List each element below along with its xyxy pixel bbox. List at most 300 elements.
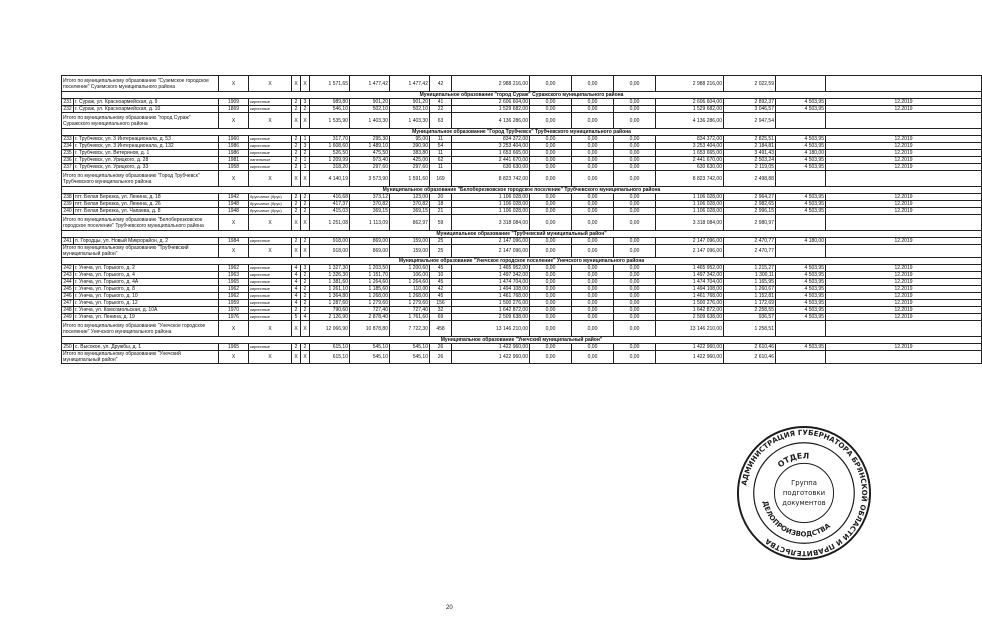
unit-cost: 1 258,51 <box>724 321 776 337</box>
table-row <box>62 136 982 143</box>
municipal-area: 502,10 <box>390 106 430 113</box>
wall-material: кирпичные <box>249 265 292 272</box>
fund-value: 0,00 <box>572 314 614 321</box>
fund-value: 0,00 <box>530 136 572 143</box>
entrances: 2 <box>301 150 310 157</box>
cost-limit: 4 503,95 <box>776 201 826 208</box>
unit-cost: 3 491,43 <box>724 150 776 157</box>
floors: 2 <box>292 194 301 201</box>
floors: 4 <box>292 300 301 307</box>
municipal-area: 383,80 <box>390 150 430 157</box>
subtotal-label: Итого по муниципальному образованию "город Сураж" Суражского муниципального района <box>62 113 219 129</box>
local-budget-cost: 13 146 210,00 <box>656 321 724 337</box>
wall-material: кирпичные <box>249 286 292 293</box>
table-row <box>62 157 982 164</box>
living-area: 297,60 <box>350 164 390 171</box>
total-area: 1 251,08 <box>310 215 350 231</box>
row-number: 239 <box>63 201 72 207</box>
cost-limit: 4 503,95 <box>776 106 826 113</box>
municipal-area: 545,10 <box>390 344 430 351</box>
build-year: 1958 <box>219 164 249 171</box>
subtotal-row <box>62 171 982 187</box>
fund-value: 0,00 <box>614 164 656 171</box>
cost-limit: 4 503,95 <box>776 208 826 215</box>
municipal-area: 159,00 <box>390 245 430 258</box>
build-year: 1984 <box>219 238 249 245</box>
document-page <box>61 75 913 364</box>
local-budget-cost: 1 461 768,00 <box>656 293 724 300</box>
build-year: 1981 <box>219 157 249 164</box>
completion-date: 12.2019 <box>826 300 982 307</box>
unit-cost: 2 982,65 <box>724 201 776 208</box>
municipal-area: 123,00 <box>390 194 430 201</box>
fund-value: 0,00 <box>530 164 572 171</box>
subtotal-row <box>62 215 982 231</box>
total-area: 526,50 <box>310 150 350 157</box>
total-cost: 1 642 872,00 <box>452 307 530 314</box>
build-year: 1962 <box>219 265 249 272</box>
empty-cell <box>776 215 826 231</box>
local-budget-cost: 1 500 276,00 <box>656 300 724 307</box>
unit-cost: 2 119,05 <box>724 164 776 171</box>
total-cost: 13 146 210,00 <box>452 321 530 337</box>
fund-value: 0,00 <box>614 201 656 208</box>
build-year: 1942 <box>219 194 249 201</box>
local-budget-cost: 1 106 028,00 <box>656 201 724 208</box>
table-row <box>62 208 982 215</box>
table-row <box>62 272 982 279</box>
residents-count: 26 <box>430 344 452 351</box>
row-number: 238 <box>63 194 72 200</box>
total-cost: 2 988 216,00 <box>452 76 530 92</box>
fund-value: 0,00 <box>572 300 614 307</box>
total-area: 1 364,80 <box>310 293 350 300</box>
floors: 2 <box>292 136 301 143</box>
house-address: г. Трубчевск, ул. 3 Интернационала, д. 53 <box>74 136 219 143</box>
completion-date: 12.2019 <box>826 106 982 113</box>
empty-cell <box>776 321 826 337</box>
living-area: 1 203,50 <box>350 265 390 272</box>
row-number: 248 <box>63 307 72 313</box>
living-area: 2 878,40 <box>350 314 390 321</box>
fund-value: 0,00 <box>530 314 572 321</box>
cost-limit: 4 503,95 <box>776 136 826 143</box>
residents-count: 25 <box>430 245 452 258</box>
floors: 4 <box>292 286 301 293</box>
residents-count: 10 <box>430 272 452 279</box>
fund-value: 0,00 <box>614 279 656 286</box>
table-row <box>62 106 982 113</box>
unit-cost: 1 215,27 <box>724 265 776 272</box>
fund-value: 0,00 <box>530 351 572 364</box>
stamp-center-line-2: подготовки <box>782 488 826 497</box>
fund-value: 0,00 <box>572 293 614 300</box>
residents-count: 45 <box>430 265 452 272</box>
wall-material: кирпичные <box>249 307 292 314</box>
fund-value: 0,00 <box>572 76 614 92</box>
subtotal-row <box>62 113 982 129</box>
house-address: г. Унеча, ул. Горького, д. 10 <box>74 293 219 300</box>
house-address: п. Городцы, ул. Новый Микрорайон, д. 2 <box>74 238 219 245</box>
fund-value: 0,00 <box>572 106 614 113</box>
row-number: 249 <box>63 314 72 320</box>
table-row <box>62 201 982 208</box>
municipal-area: 901,20 <box>390 99 430 106</box>
fund-value: 0,00 <box>614 238 656 245</box>
unit-cost: 2 184,81 <box>724 143 776 150</box>
living-area: 727,40 <box>350 307 390 314</box>
x-mark: X <box>301 113 310 129</box>
wall-material: брусчатые (брус) <box>249 201 292 208</box>
fund-value: 0,00 <box>614 307 656 314</box>
living-area: 901,20 <box>350 99 390 106</box>
entrances: 3 <box>301 143 310 150</box>
fund-value: 0,00 <box>530 279 572 286</box>
municipal-area: 1 264,60 <box>390 279 430 286</box>
floors: 2 <box>292 150 301 157</box>
unit-cost: 2 964,27 <box>724 194 776 201</box>
wall-material: кирпичные <box>249 279 292 286</box>
unit-cost: 2 022,59 <box>724 76 776 92</box>
fund-value: 0,00 <box>530 76 572 92</box>
stamp-center-line-1: Группа <box>791 479 817 488</box>
official-stamp <box>735 424 873 562</box>
fund-value: 0,00 <box>614 143 656 150</box>
cost-limit: 4 503,95 <box>776 164 826 171</box>
total-area: 615,10 <box>310 344 350 351</box>
total-area: 918,00 <box>310 245 350 258</box>
unit-cost: 2 892,37 <box>724 99 776 106</box>
x-mark: X <box>249 321 292 337</box>
residents-count: 42 <box>430 286 452 293</box>
build-year: 1965 <box>219 279 249 286</box>
wall-material: панельные <box>249 157 292 164</box>
residents-count: 26 <box>430 351 452 364</box>
x-mark: X <box>219 76 249 92</box>
cost-limit: 4 503,95 <box>776 293 826 300</box>
house-address: г. Трубчевск, ул. Урицкого, д. 28 <box>74 157 219 164</box>
total-cost: 1 494 108,00 <box>452 286 530 293</box>
house-address: г. Сураж, ул. Красноармейская, д. 10 <box>74 106 219 113</box>
house-address: пгт. Белая Березка, ул. Ленина, д. 26 <box>74 201 219 208</box>
subtotal-row <box>62 76 982 92</box>
local-budget-cost: 630 630,00 <box>656 164 724 171</box>
empty-cell <box>776 76 826 92</box>
x-mark: X <box>249 351 292 364</box>
stamp-dept-top: ОТДЕЛ <box>776 451 810 470</box>
local-budget-cost: 1 497 342,00 <box>656 272 724 279</box>
local-budget-cost: 2 509 638,00 <box>656 314 724 321</box>
x-mark: X <box>301 215 310 231</box>
x-mark: X <box>292 171 301 187</box>
living-area: 545,10 <box>350 344 390 351</box>
house-address: г. Унеча, ул. Комсомольская, д. 10А <box>74 307 219 314</box>
living-area: 3 573,90 <box>350 171 390 187</box>
unit-cost: 2 980,97 <box>724 215 776 231</box>
subtotal-label: Итого по муниципальному образованию "Унечское городское поселение" Унечского муниципального района <box>62 321 219 337</box>
unit-cost: 1 300,11 <box>724 272 776 279</box>
fund-value: 0,00 <box>614 215 656 231</box>
residents-count: 41 <box>430 99 452 106</box>
total-cost: 1 106 028,00 <box>452 208 530 215</box>
fund-value: 0,00 <box>530 150 572 157</box>
fund-value: 0,00 <box>530 344 572 351</box>
section-header-row <box>62 129 982 136</box>
unit-cost: 2 503,24 <box>724 157 776 164</box>
living-area: 1 185,60 <box>350 286 390 293</box>
fund-value: 0,00 <box>572 344 614 351</box>
local-budget-cost: 1 494 108,00 <box>656 286 724 293</box>
living-area: 545,10 <box>350 351 390 364</box>
local-budget-cost: 1 642 872,00 <box>656 307 724 314</box>
row-number: 244 <box>63 279 72 285</box>
build-year: 1963 <box>219 272 249 279</box>
total-area: 989,80 <box>310 99 350 106</box>
fund-value: 0,00 <box>572 150 614 157</box>
subtotal-label: Итого по муниципальному образованию "Белоберезковское городское поселение" Трубчевского муниципального района <box>62 215 219 231</box>
municipal-area: 1 477,42 <box>390 76 430 92</box>
local-budget-cost: 1 465 952,00 <box>656 265 724 272</box>
entrances: 4 <box>301 314 310 321</box>
fund-value: 0,00 <box>614 171 656 187</box>
section-title: Муниципальное образование "Город Трубчевск" Трубчевского муниципального района <box>62 129 982 136</box>
x-mark: X <box>301 351 310 364</box>
entrances: 3 <box>301 265 310 272</box>
fund-value: 0,00 <box>572 136 614 143</box>
local-budget-cost: 2 988 216,00 <box>656 76 724 92</box>
fund-value: 0,00 <box>530 201 572 208</box>
fund-value: 0,00 <box>614 300 656 307</box>
municipal-area: 727,40 <box>390 307 430 314</box>
subtotal-label: Итого по муниципальному образованию "Город Трубчевск" Трубчевского муниципального района <box>62 171 219 187</box>
entrances: 2 <box>301 307 310 314</box>
total-area: 417,37 <box>310 201 350 208</box>
stamp-center-line-3: документов <box>782 498 826 507</box>
unit-cost: 1 165,95 <box>724 279 776 286</box>
subtotal-label: Итого по муниципальному образованию "Унечский муниципальный район" <box>62 351 219 364</box>
fund-value: 0,00 <box>572 265 614 272</box>
wall-material: брусчатые (брус) <box>249 194 292 201</box>
cost-limit: 4 180,00 <box>776 150 826 157</box>
fund-value: 0,00 <box>530 208 572 215</box>
fund-value: 0,00 <box>572 245 614 258</box>
cost-limit: 4 503,95 <box>776 344 826 351</box>
fund-value: 0,00 <box>614 272 656 279</box>
row-number: 241 <box>63 238 72 244</box>
empty-cell <box>826 113 982 129</box>
municipal-area: 106,00 <box>390 272 430 279</box>
entrances: 2 <box>301 300 310 307</box>
floors: 2 <box>292 344 301 351</box>
house-address: пгт. Белая Березка, ул. Чапаева, д. 8 <box>74 208 219 215</box>
build-year: 1965 <box>219 344 249 351</box>
entrances: 2 <box>301 272 310 279</box>
wall-material: кирпичные <box>249 164 292 171</box>
living-area: 373,12 <box>350 194 390 201</box>
house-address: г. Унеча, ул. Горького, д. 4 <box>74 272 219 279</box>
unit-cost: 2 470,77 <box>724 245 776 258</box>
cost-limit: 4 503,95 <box>776 307 826 314</box>
residents-count: 42 <box>430 76 452 92</box>
stamp-outer-text: АДМИНИСТРАЦИЯ ГУБЕРНАТОРА БРЯНСКОЙ ОБЛАСТИ И ПРАВИТЕЛЬСТВА <box>739 427 870 559</box>
table-row <box>62 314 982 321</box>
fund-value: 0,00 <box>614 157 656 164</box>
total-cost: 1 529 682,00 <box>452 106 530 113</box>
fund-value: 0,00 <box>614 106 656 113</box>
completion-date: 12.2019 <box>826 286 982 293</box>
living-area: 369,15 <box>350 208 390 215</box>
fund-value: 0,00 <box>572 272 614 279</box>
fund-value: 0,00 <box>530 245 572 258</box>
fund-value: 0,00 <box>572 113 614 129</box>
house-address: г. Сураж, ул. Красноармейская, д. 9 <box>74 99 219 106</box>
completion-date: 12.2019 <box>826 201 982 208</box>
total-area: 790,60 <box>310 307 350 314</box>
total-cost: 1 461 768,00 <box>452 293 530 300</box>
floors: 2 <box>292 106 301 113</box>
housing-register-table <box>61 75 982 364</box>
fund-value: 0,00 <box>572 164 614 171</box>
residents-count: 59 <box>430 215 452 231</box>
total-area: 546,10 <box>310 106 350 113</box>
build-year: 1959 <box>219 300 249 307</box>
completion-date: 12.2019 <box>826 293 982 300</box>
house-address: с. Высокое, ул. Дружбы, д. 1 <box>74 344 219 351</box>
cost-limit: 4 503,95 <box>776 314 826 321</box>
floors: 4 <box>292 293 301 300</box>
total-cost: 1 497 342,00 <box>452 272 530 279</box>
fund-value: 0,00 <box>530 171 572 187</box>
municipal-area: 110,00 <box>390 286 430 293</box>
subtotal-label: Итого по муниципальному образованию "Суземское городское поселение" Суземского муниципального района <box>62 76 219 92</box>
residents-count: 32 <box>430 307 452 314</box>
wall-material: брусчатые (брус) <box>249 208 292 215</box>
unit-cost: 1 260,67 <box>724 286 776 293</box>
fund-value: 0,00 <box>530 272 572 279</box>
total-cost: 4 136 286,00 <box>452 113 530 129</box>
residents-count: 156 <box>430 300 452 307</box>
fund-value: 0,00 <box>572 351 614 364</box>
empty-cell <box>776 351 826 364</box>
total-cost: 8 823 742,00 <box>452 171 530 187</box>
total-cost: 1 465 952,00 <box>452 265 530 272</box>
section-title: Муниципальное образование "город Сураж" Суражского муниципального района <box>62 92 982 99</box>
fund-value: 0,00 <box>572 201 614 208</box>
wall-material: кирпичные <box>249 150 292 157</box>
municipal-area: 297,60 <box>390 164 430 171</box>
x-mark: X <box>292 76 301 92</box>
entrances: 2 <box>301 106 310 113</box>
fund-value: 0,00 <box>572 279 614 286</box>
row-number: 247 <box>63 300 72 306</box>
total-cost: 1 474 704,00 <box>452 279 530 286</box>
wall-material: кирпичные <box>249 136 292 143</box>
build-year: 1986 <box>219 150 249 157</box>
x-mark: X <box>219 321 249 337</box>
local-budget-cost: 8 823 742,00 <box>656 171 724 187</box>
fund-value: 0,00 <box>530 157 572 164</box>
build-year: 1962 <box>219 286 249 293</box>
row-number: 242 <box>63 265 72 271</box>
municipal-area: 1 403,30 <box>390 113 430 129</box>
cost-limit: 4 503,95 <box>776 265 826 272</box>
subtotal-row <box>62 351 982 364</box>
row-number: 232 <box>63 106 72 112</box>
local-budget-cost: 2 147 096,00 <box>656 238 724 245</box>
municipal-area: 1 200,60 <box>390 265 430 272</box>
completion-date: 12.2019 <box>826 208 982 215</box>
floors: 2 <box>292 164 301 171</box>
local-budget-cost: 2 147 096,00 <box>656 245 724 258</box>
build-year: 1948 <box>219 208 249 215</box>
wall-material: кирпичные <box>249 143 292 150</box>
table-row <box>62 344 982 351</box>
total-cost: 1 422 960,00 <box>452 351 530 364</box>
completion-date: 12.2019 <box>826 314 982 321</box>
fund-value: 0,00 <box>530 293 572 300</box>
house-address: г. Трубчевск, ул. Ветеринов, д. 1 <box>74 150 219 157</box>
fund-value: 0,00 <box>530 99 572 106</box>
unit-cost: 3 046,57 <box>724 106 776 113</box>
x-mark: X <box>219 245 249 258</box>
municipal-area: 7 722,30 <box>390 321 430 337</box>
entrances: 3 <box>301 99 310 106</box>
municipal-area: 159,00 <box>390 238 430 245</box>
total-area: 1 326,30 <box>310 272 350 279</box>
table-row <box>62 238 982 245</box>
section-title: Муниципальное образование "Трубчевский муниципальный район" <box>62 231 982 238</box>
row-number: 231 <box>63 99 72 105</box>
row-number: 243 <box>63 272 72 278</box>
local-budget-cost: 3 253 404,00 <box>656 143 724 150</box>
fund-value: 0,00 <box>572 143 614 150</box>
x-mark: X <box>219 215 249 231</box>
house-address: г. Трубчевск, ул. Урицкого, д. 33 <box>74 164 219 171</box>
empty-cell <box>826 76 982 92</box>
build-year: 1976 <box>219 314 249 321</box>
section-title: Муниципальное образование "Унечское городское поселение" Унечского муниципального района <box>62 258 982 265</box>
total-area: 12 066,90 <box>310 321 350 337</box>
subtotal-row <box>62 321 982 337</box>
entrances: 2 <box>301 293 310 300</box>
build-year: 1909 <box>219 99 249 106</box>
local-budget-cost: 1 106 028,00 <box>656 194 724 201</box>
fund-value: 0,00 <box>530 143 572 150</box>
municipal-area: 545,10 <box>390 351 430 364</box>
fund-value: 0,00 <box>614 76 656 92</box>
floors: 2 <box>292 157 301 164</box>
x-mark: X <box>249 76 292 92</box>
cost-limit: 4 503,95 <box>776 157 826 164</box>
cost-limit: 4 503,95 <box>776 279 826 286</box>
local-budget-cost: 1 422 960,00 <box>656 351 724 364</box>
residents-count: 11 <box>430 150 452 157</box>
completion-date: 12.2019 <box>826 157 982 164</box>
row-number: 235 <box>63 150 72 156</box>
living-area: 1 151,70 <box>350 272 390 279</box>
total-cost: 1 653 665,00 <box>452 150 530 157</box>
fund-value: 0,00 <box>530 238 572 245</box>
row-number: 233 <box>63 136 72 142</box>
completion-date: 12.2019 <box>826 143 982 150</box>
empty-cell <box>776 113 826 129</box>
total-cost: 2 441 670,00 <box>452 157 530 164</box>
floors: 2 <box>292 208 301 215</box>
wall-material: кирпичные <box>249 344 292 351</box>
total-cost: 2 509 638,00 <box>452 314 530 321</box>
floors: 2 <box>292 201 301 208</box>
floors: 2 <box>292 307 301 314</box>
